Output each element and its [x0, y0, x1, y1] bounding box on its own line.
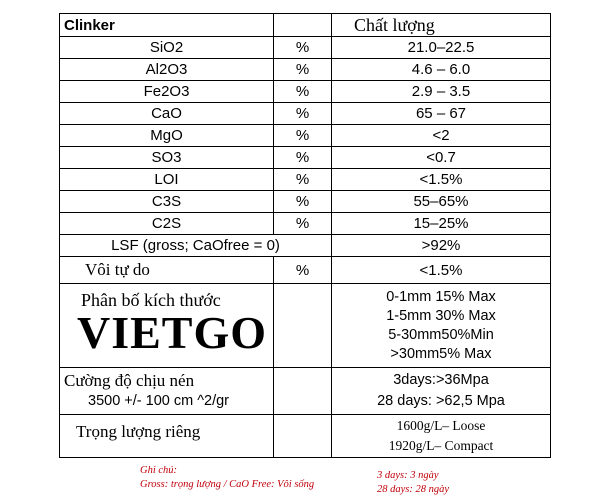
row-value: 55–65%: [331, 191, 550, 212]
note-3days: 3 days: 3 ngày: [377, 470, 439, 481]
density-label: Trọng lượng riêng: [76, 422, 201, 441]
row-name: Fe2O3: [143, 83, 190, 100]
table-row: [60, 37, 550, 59]
free-lime-label: Vôi tự do: [85, 260, 150, 279]
strength-sublabel: 3500 +/- 100 cm ^2/gr: [88, 393, 230, 409]
note-title: Ghi chú:: [140, 465, 178, 476]
header-quality: Chất lượng: [331, 14, 550, 36]
strength-row: [60, 368, 550, 415]
strength-value: 3days:>36Mpa: [393, 372, 489, 388]
row-name: Al2O3: [145, 61, 188, 78]
strength-values: [331, 368, 550, 414]
size-value: 5-30mm50%Min: [388, 326, 494, 343]
header-unit-empty: [273, 14, 331, 36]
row-name: C2S: [151, 215, 182, 232]
row-value: 15–25%: [331, 213, 550, 234]
table-row: [60, 147, 550, 169]
row-unit: %: [273, 125, 331, 146]
row-value: <2: [331, 125, 550, 146]
row-name: C3S: [151, 193, 182, 210]
row-unit: %: [273, 191, 331, 212]
strength-label-cell: [60, 368, 273, 414]
clinker-spec-table: [59, 13, 551, 458]
row-name: CaO: [151, 105, 182, 122]
row-value: <1.5%: [331, 169, 550, 190]
note-28days: 28 days: 28 ngày: [377, 484, 450, 495]
row-unit: %: [273, 103, 331, 124]
row-value: <0.7: [331, 147, 550, 168]
row-value: 4.6 – 6.0: [331, 59, 550, 80]
size-value: >30mm5% Max: [390, 345, 492, 362]
density-unit-empty: [273, 415, 331, 457]
row-value: 21.0–22.5: [331, 37, 550, 58]
row-value: 65 – 67: [331, 103, 550, 124]
free-lime-unit: %: [273, 257, 331, 283]
table-row: [60, 213, 550, 235]
vietgo-logo: VIETGO: [77, 307, 268, 358]
free-lime-value: <1.5%: [331, 257, 550, 283]
row-unit: %: [273, 81, 331, 102]
row-name: LOI: [154, 171, 179, 188]
density-row: [60, 415, 550, 457]
table-row: [60, 59, 550, 81]
size-unit-empty: [273, 284, 331, 367]
strength-unit-empty: [273, 368, 331, 414]
size-label-cell: [60, 284, 273, 367]
row-unit: %: [273, 147, 331, 168]
header-clinker: Clinker: [64, 16, 115, 34]
density-value: 1600g/L– Loose: [396, 418, 486, 433]
size-value: 1-5mm 30% Max: [386, 307, 496, 324]
size-label: Phân bố kích thước: [81, 290, 221, 310]
lsf-value: >92%: [331, 235, 550, 256]
density-values: [331, 415, 550, 457]
size-distribution-row: [60, 284, 550, 368]
row-name: SO3: [151, 149, 182, 166]
table-row: [60, 103, 550, 125]
size-value: 0-1mm 15% Max: [386, 288, 496, 305]
size-values: [331, 284, 550, 367]
strength-label: Cường độ chịu nén: [64, 371, 195, 390]
lsf-label: LSF (gross; CaOfree = 0): [111, 237, 280, 254]
row-unit: %: [273, 59, 331, 80]
density-value: 1920g/L– Compact: [388, 438, 494, 453]
row-unit: %: [273, 169, 331, 190]
note-glossary: Gross: trọng lượng / CaO Free: Vôi sống: [140, 479, 315, 490]
table-row: [60, 169, 550, 191]
row-unit: %: [273, 37, 331, 58]
row-unit: %: [273, 213, 331, 234]
table-row: [60, 191, 550, 213]
table-row: [60, 81, 550, 103]
free-lime-row: [60, 257, 550, 284]
table-header-row: [60, 14, 550, 37]
row-name: MgO: [150, 127, 183, 144]
table-row: [60, 125, 550, 147]
strength-value: 28 days: >62,5 Mpa: [377, 393, 505, 409]
row-value: 2.9 – 3.5: [331, 81, 550, 102]
row-name: SiO2: [149, 39, 184, 56]
lsf-row: [60, 235, 550, 257]
